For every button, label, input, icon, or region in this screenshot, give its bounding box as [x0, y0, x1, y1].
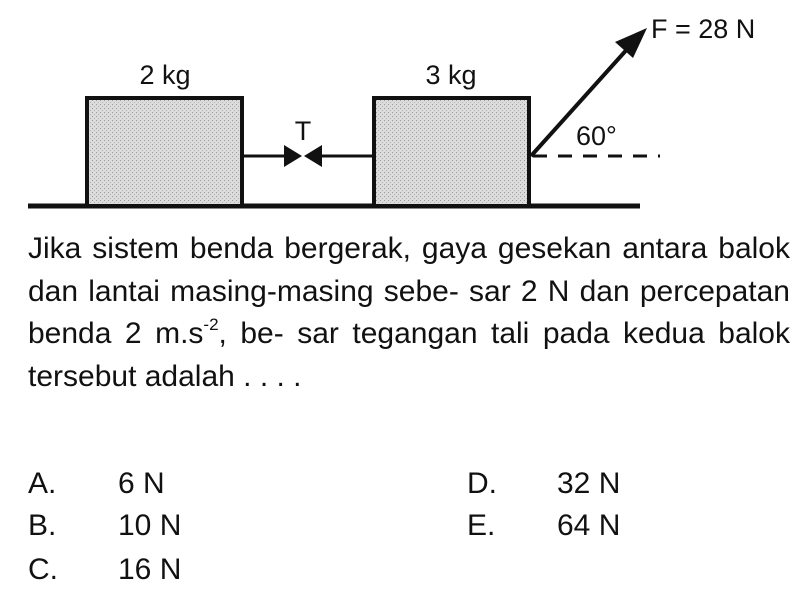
- force-label: F = 28 N: [651, 14, 756, 44]
- exponent: -2: [203, 315, 219, 334]
- question-text: [28, 228, 790, 398]
- question-line-1: Jika sistem benda bergerak, gaya gesekan: [28, 232, 612, 265]
- physics-diagram: [0, 0, 811, 230]
- block-left-label: 2 kg: [139, 60, 191, 90]
- option-e-letter: E.: [467, 509, 496, 542]
- question-line-3-tail: , be-: [218, 317, 284, 350]
- block-left: [87, 98, 242, 206]
- question-line-2: antara balok dan lantai masing-masing sebe-: [28, 232, 790, 308]
- tension-label: T: [294, 116, 312, 146]
- tension-arrow-right: [284, 145, 302, 167]
- option-a-text: 6 N: [118, 467, 165, 500]
- option-b-text: 10 N: [118, 509, 182, 542]
- option-d-letter: D.: [467, 467, 497, 500]
- tension-arrow-left: [304, 145, 322, 167]
- option-e-text: 64 N: [557, 509, 621, 542]
- question-line-5: adalah . . . .: [144, 359, 302, 393]
- option-c-text: 16 N: [118, 553, 182, 586]
- question-line-4: sar tegangan tali pada kedua balok tersebut: [28, 317, 790, 393]
- option-b-letter: B.: [28, 509, 57, 542]
- question-line-3-main: sar 2 N dan percepatan benda 2 m.s: [28, 274, 790, 350]
- force-arrow-head: [615, 28, 647, 58]
- angle-label: 60°: [576, 121, 617, 151]
- option-a-letter: A.: [28, 467, 57, 500]
- option-d-text: 32 N: [557, 467, 621, 500]
- option-c-letter: C.: [28, 553, 58, 586]
- block-right: [374, 98, 529, 206]
- block-right-label: 3 kg: [425, 60, 477, 90]
